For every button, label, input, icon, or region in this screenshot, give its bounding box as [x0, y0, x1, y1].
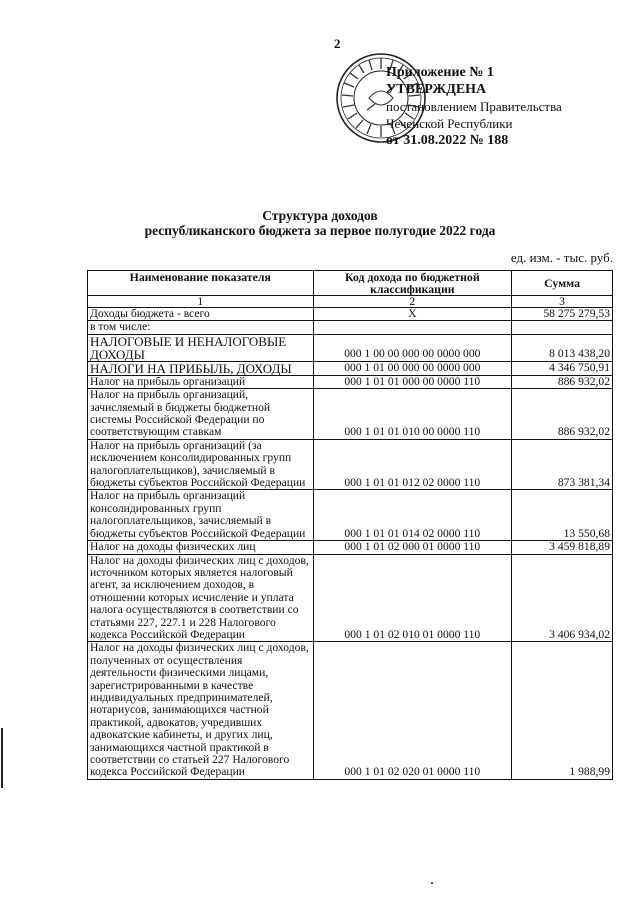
table-row — [88, 334, 613, 361]
table-row — [88, 554, 613, 642]
row-name: Налог на прибыль организаций (за исключением консолидированных групп налогоплательщиков), зачисляемый в бюджеты субъектов Российской Федерации — [88, 439, 314, 490]
row-name: НАЛОГИ НА ПРИБЫЛЬ, ДОХОДЫ — [88, 361, 314, 375]
row-code: 000 1 01 01 000 00 0000 110 — [313, 375, 512, 388]
row-name: Налог на прибыль организаций, зачисляемый в бюджеты бюджетной системы Российской Федерации по соответствующим ставкам — [88, 389, 314, 440]
approval-decree: постановлением Правительства — [386, 99, 562, 114]
row-code: 000 1 01 02 020 01 0000 110 — [313, 642, 512, 779]
row-sum: 3 406 934,02 — [512, 554, 613, 642]
row-code: 000 1 01 01 012 02 0000 110 — [313, 439, 512, 490]
row-code — [313, 321, 512, 334]
row-name: Налог на доходы физических лиц с доходов, источником которых является налоговый агент, за исключением доходов, в отношении которых исчисление и уплата налога осуществляются в соответствии со статьями 227, 227.1 и 228 Налогового кодекса Российской Федерации — [88, 554, 314, 642]
scan-edge-mark — [1, 728, 3, 788]
row-code: Х — [313, 308, 512, 321]
units-label: ед. изм. - тыс. руб. — [510, 250, 613, 265]
row-sum: 8 013 438,20 — [512, 334, 613, 361]
table-row — [88, 321, 613, 334]
title-line-1: Структура доходов — [262, 208, 378, 223]
appendix-number: Приложение № 1 — [386, 65, 494, 80]
row-name: Налог на прибыль организаций — [88, 375, 314, 388]
header-sum: Сумма — [512, 271, 613, 296]
table-row — [88, 361, 613, 375]
column-index-row — [88, 296, 613, 308]
index-cell: 3 — [512, 296, 613, 308]
row-code: 000 1 01 02 010 01 0000 110 — [313, 554, 512, 642]
row-sum: 886 932,02 — [512, 375, 613, 388]
approved-label: УТВЕРЖДЕНА — [386, 82, 487, 97]
table-row — [88, 308, 613, 321]
row-code: 000 1 01 01 010 00 0000 110 — [313, 389, 512, 440]
table-row — [88, 439, 613, 490]
row-name: Доходы бюджета - всего — [88, 308, 314, 321]
table-row — [88, 375, 613, 388]
row-code: 000 1 01 02 000 01 0000 110 — [313, 541, 512, 554]
approval-authority: Чеченской Республики — [386, 116, 513, 131]
scan-speck — [431, 882, 433, 884]
row-sum: 3 459 818,89 — [512, 541, 613, 554]
table-row — [88, 389, 613, 440]
row-sum: 4 346 750,91 — [512, 361, 613, 375]
row-sum: 58 275 279,53 — [512, 308, 613, 321]
header-name: Наименование показателя — [88, 271, 314, 296]
row-code: 000 1 01 01 014 02 0000 110 — [313, 490, 512, 541]
row-name: НАЛОГОВЫЕ И НЕНАЛОГОВЫЕ ДОХОДЫ — [88, 334, 314, 361]
approval-block — [386, 64, 562, 149]
document-title — [0, 208, 640, 238]
page-number: 2 — [334, 36, 341, 51]
header-code: Код дохода по бюджетной классификации — [313, 271, 512, 296]
row-name: Налог на доходы физических лиц — [88, 541, 314, 554]
table-header-row — [88, 271, 613, 296]
table-row — [88, 541, 613, 554]
table-row — [88, 490, 613, 541]
row-code: 000 1 01 00 000 00 0000 000 — [313, 361, 512, 375]
row-sum — [512, 321, 613, 334]
revenue-table — [87, 270, 613, 780]
index-cell: 1 — [88, 296, 314, 308]
index-cell: 2 — [313, 296, 512, 308]
row-name: в том числе: — [88, 321, 314, 334]
row-name: Налог на доходы физических лиц с доходов, полученных от осуществления деятельности физическими лицами, зарегистрированными в качестве индивидуальных предпринимателей, нотариусов, занимающихся частной практикой, адвокатов, учредивших адвокатские кабинеты, и других лиц, занимающихся частной практикой в соответствии со статьей 227 Налогового кодекса Российской Федерации — [88, 642, 314, 779]
title-line-2: республиканского бюджета за первое полугодие 2022 года — [144, 223, 496, 238]
row-name: Налог на прибыль организаций консолидированных групп налогоплательщиков, зачисляемый в бюджеты субъектов Российской Федерации — [88, 490, 314, 541]
row-sum: 873 381,34 — [512, 439, 613, 490]
row-sum: 13 550,68 — [512, 490, 613, 541]
row-code: 000 1 00 00 000 00 0000 000 — [313, 334, 512, 361]
table-row — [88, 642, 613, 779]
approval-date-number: от 31.08.2022 № 188 — [386, 133, 509, 148]
row-sum: 1 988,99 — [512, 642, 613, 779]
row-sum: 886 932,02 — [512, 389, 613, 440]
